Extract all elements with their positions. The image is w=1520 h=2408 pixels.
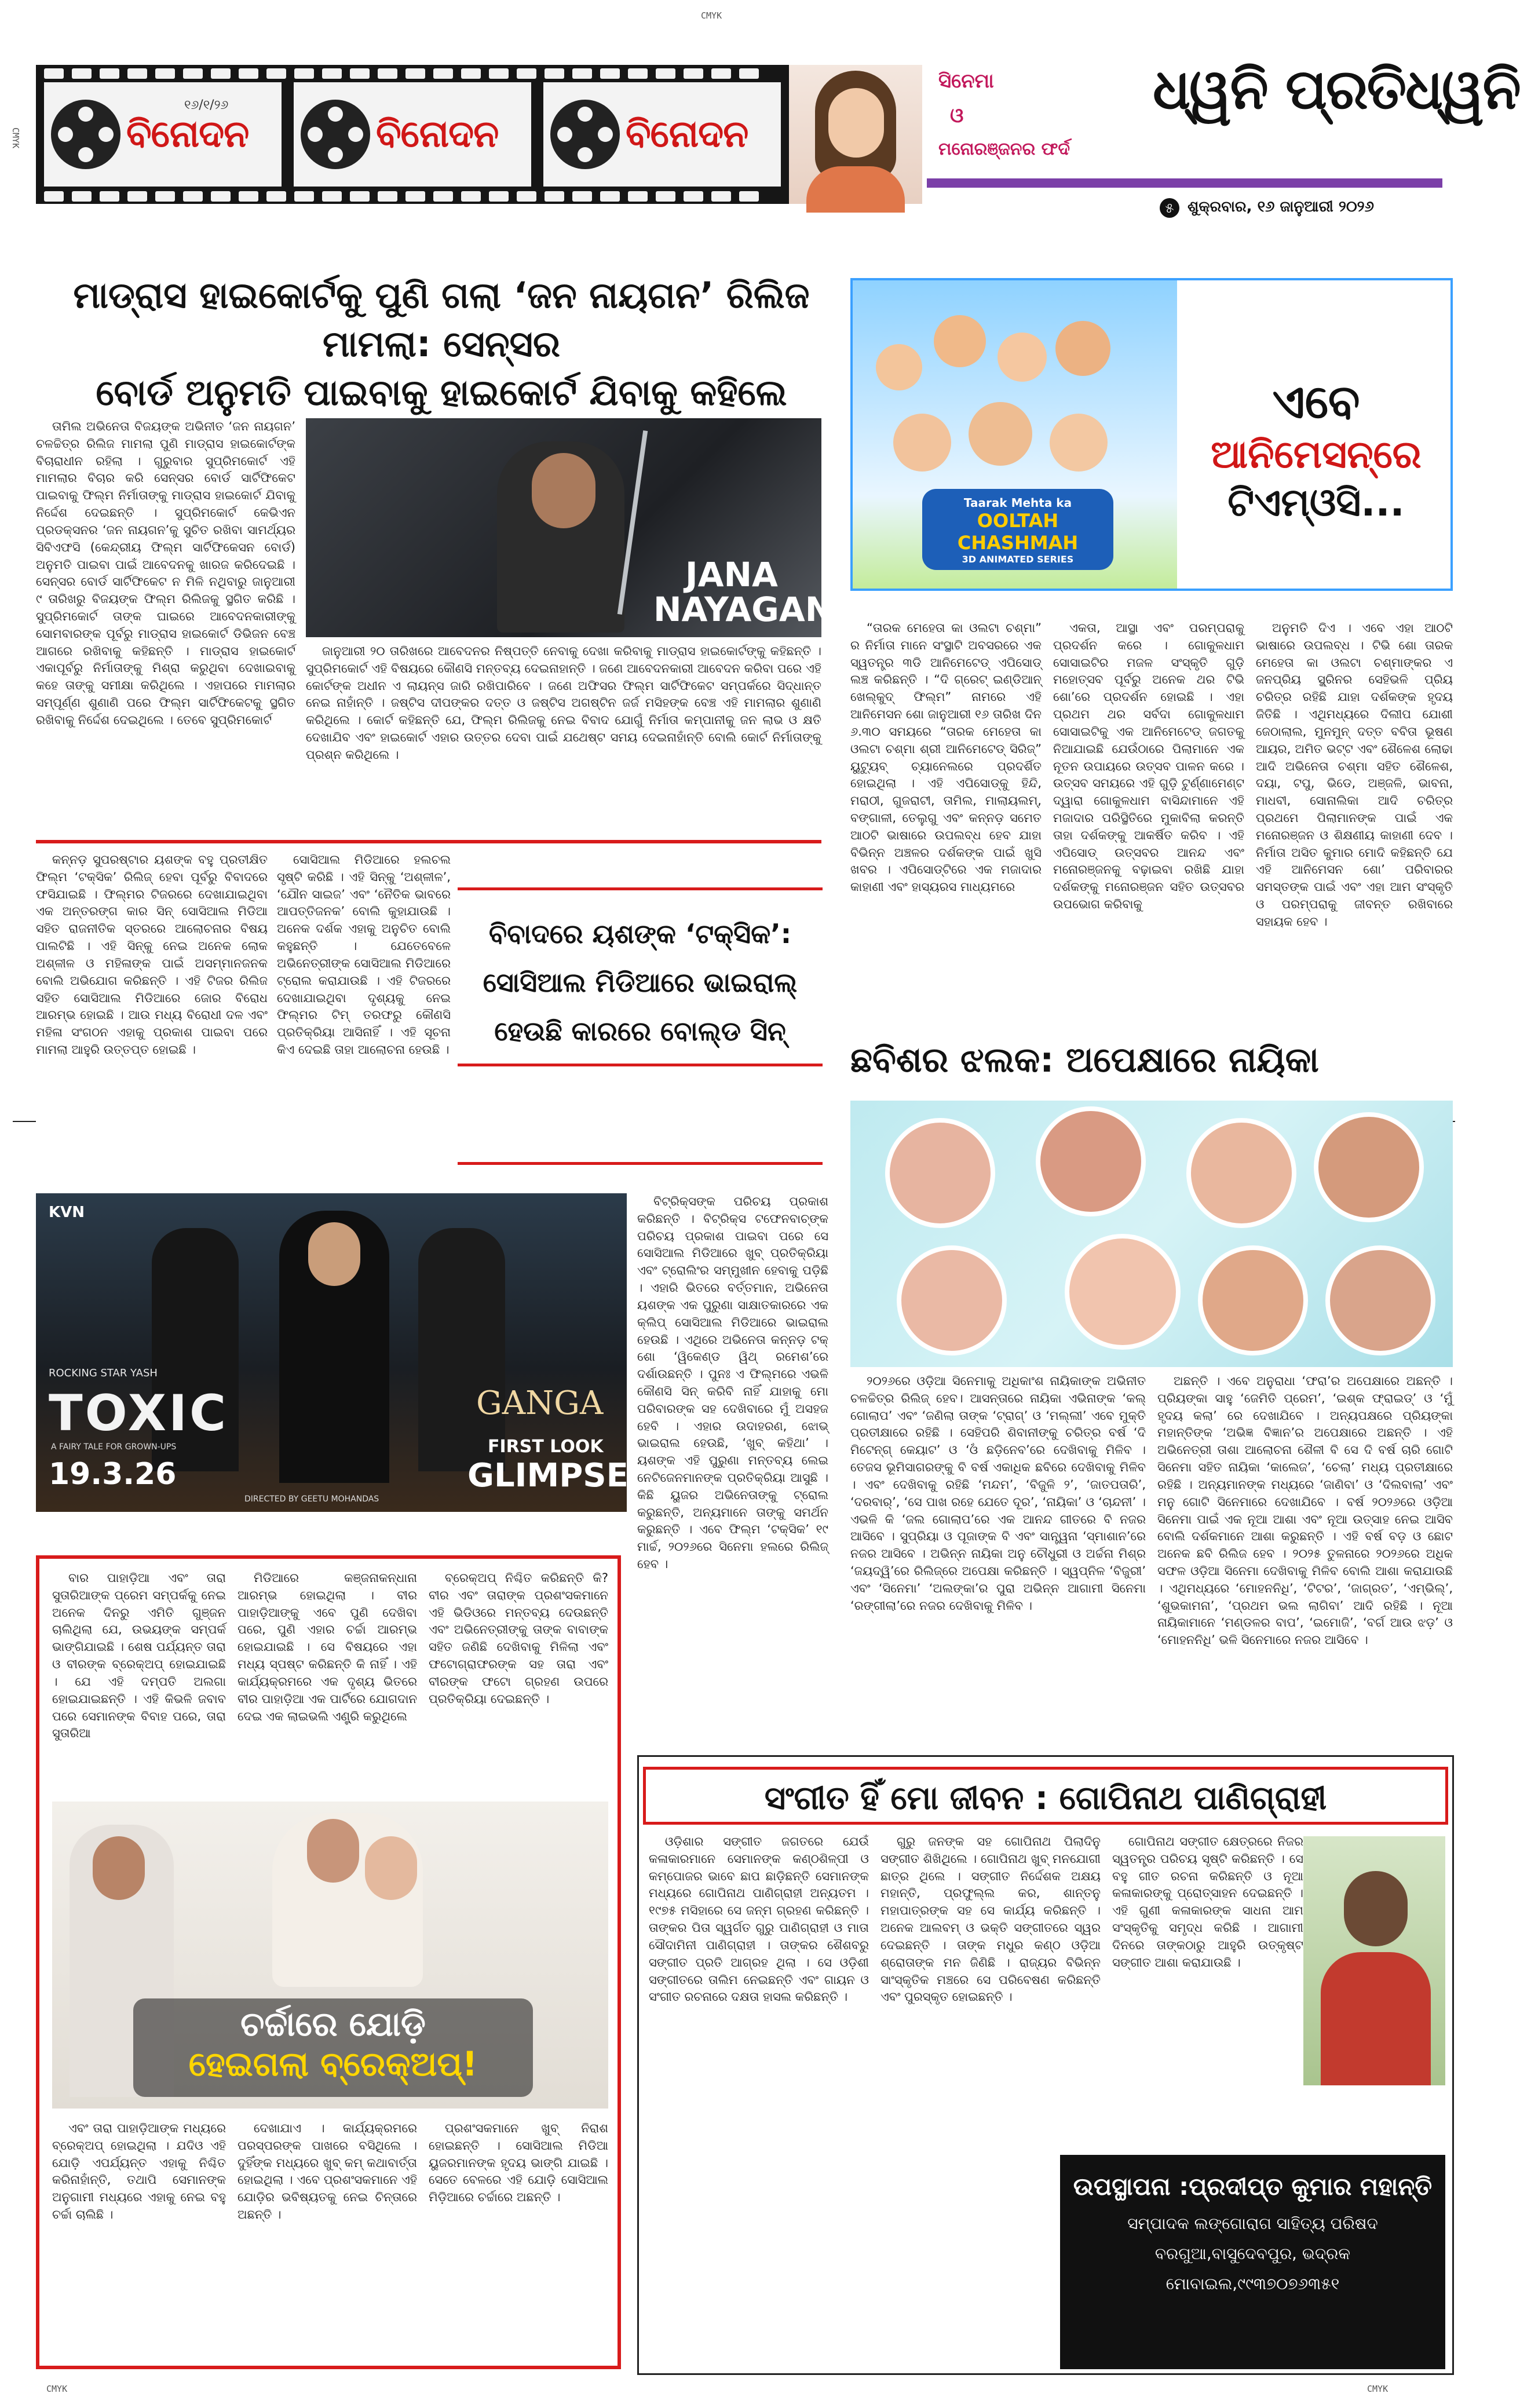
- story5-col2: ମିଡିଆରେ କଞ୍ଜନାକନ୍ଧାନା ଆରମ୍ଭ ହୋଇଥିଲା । ବୀର ପାହାଡ଼ିଆଙ୍କୁ ଏବେ ପୁଣି ଦେଖିବା ପରେ, ପୁଣି ଏହାର ଚର୍ଚ୍ଚା ଆରମ୍ଭ ହୋଇଯାଇଛି । ସେ ବିଷୟରେ ଏହା ମଧ୍ୟ ସ୍ପଷ୍ଟ କରିଛନ୍ତି କି ନାହିଁ । ଏହି କାର୍ଯ୍ୟକ୍ରମରେ ଏକ ଦୃଶ୍ୟ ଭିତରେ ବୀର ପାହାଡ଼ିଆ ଏକ ପାର୍ଟିରେ ଯୋଗଦାନ ଦେଇ ଏକ ଲାଇଭଲି ଏଣ୍ଟ୍ରି କରୁଥିଲେ: [237, 1571, 417, 1723]
- story6-col3: ଗୋପିନାଥ ସଙ୍ଗୀତ କ୍ଷେତ୍ରରେ ନିଜର ସ୍ୱତନ୍ତ୍ର ପରିଚୟ ସୃଷ୍ଟି କରିଛନ୍ତି । ସେ ବହୁ ଗୀତ ରଚନା କରିଛନ୍ତି ଓ ନୂଆ କଳାକାରଙ୍କୁ ପ୍ରୋତ୍ସାହନ ଦେଇଛନ୍ତି । ଏହି ଗୁଣୀ କଳାକାରଙ୍କ ସାଧନା ଆମ ସଂସ୍କୃତିକୁ ସମୃଦ୍ଧ କରିଛି । ଆଗାମୀ ଦିନରେ ତାଙ୍କଠାରୁ ଆହୁରି ଉତ୍କୃଷ୍ଟ ସଙ୍ଗୀତ ଆଶା କରାଯାଉଛି ।: [1112, 1835, 1303, 1969]
- tagline-line1: ସିନେମା: [938, 70, 994, 93]
- registration-mark-side: CMYK: [10, 127, 21, 149]
- story3-col1: କନ୍ନଡ଼ ସୁପରଷ୍ଟାର ୟଶଙ୍କ ବହୁ ପ୍ରତୀକ୍ଷିତ ଫିଲ୍ମ ‘ଟକ୍ସିକ’ ରିଲିଜ୍ ହେବା ପୂର୍ବରୁ ବିବାଦରେ ଫସିଯାଇଛି । ଫିଲ୍ମର ଟିଜରରେ ଦେଖାଯାଇଥିବା ଏକ ଅନ୍ତରଙ୍ଗ କାର ସିନ୍ ସୋସିଆଲ ମିଡିଆ ସହିତ ରାଜନୀତିକ ସ୍ତରରେ ଆଲୋଚନାର ବିଷୟ ପାଲଟିଛି । ଏହି ସିନ୍‌କୁ ନେଇ ଅନେକ ଲୋକ ଅଶ୍ଳୀଳ ଓ ମହିଳାଙ୍କ ପାଇଁ ଅସମ୍ମାନଜନକ ବୋଲି ଅଭିଯୋଗ କରିଛନ୍ତି । ଏହି ଟିଜର ରିଲିଜ ସହିତ ସୋସିଆଲ ମିଡିଆରେ ଜୋର ବିରୋଧ ଆରମ୍ଭ ହୋଇଛି । ଆଉ ମଧ୍ୟ ବିରୋଧୀ ଦଳ ଏବଂ ମହିଳା ସଂଗଠନ ଏହାକୁ ପ୍ରକାଶ ପାଇବା ପରେ ମାମଲା ଆହୁରି ଉତ୍ତପ୍ତ ହୋଇଛି ।: [36, 853, 268, 1057]
- story5-bottom-col2: ଦେଖାଯାଏ । କାର୍ଯ୍ୟକ୍ରମରେ ପରସ୍ପରଙ୍କ ପାଖରେ ବସିଥିଲେ । ଦୁହିଁଙ୍କ ମଧ୍ୟରେ ଖୁବ୍ କମ୍ କଥାବାର୍ତ୍ତା ହୋଇଥିଲା । ଏବେ ପ୍ରଶଂସକମାନେ ଏହି ଯୋଡ଼ିର ଭବିଷ୍ୟତକୁ ନେଇ ଚିନ୍ତାରେ ଅଛନ୍ତି ।: [237, 2121, 417, 2222]
- story3-col-cont: ବିଟ୍ରିକ୍ସଙ୍କ ପରିଚୟ ପ୍ରକାଶ କରିଛନ୍ତି । ବିଟ୍ରିକ୍ସ ଟଫେନବାଚ୍ଙ୍କ ପରିଚୟ ପ୍ରକାଶ ପାଇବା ପରେ ସେ ସୋସିଆଲ ମିଡିଆରେ ଖୁବ୍ ପ୍ରତିକ୍ରିୟା ଏବଂ ଟ୍ରୋଲିଂର ସମ୍ମୁଖୀନ ହେବାକୁ ପଡ଼ିଛି । ଏହାରି ଭିତରେ ବର୍ତ୍ତମାନ, ଅଭିନେତା ୟଶଙ୍କ ଏକ ପୁରୁଣା ସାକ୍ଷାତକାରରେ ଏକ କ୍ଲିପ୍ ସୋସିଆଲ ମିଡିଆରେ ଭାଇରାଲ ହେଉଛି । ଏଥିରେ ଅଭିନେତା କନ୍ନଡ଼ ଟକ୍ ଶୋ ‘ୱିକେଣ୍ଡ ୱିଥ୍ ରମେଶ’ରେ ଦର୍ଶାଉଛନ୍ତି । ପୁନଃ ଏ ଫିଲ୍ମରେ ଏଭଳି କୌଣସି ସିନ୍ କରିବି ନାହିଁ ଯାହାକୁ ମୋ ପରିବାରଙ୍କ ସହ ଦେଖିବାରେ ମୁଁ ଅସହଜ ହେବି । ଏହାର ଉଦାହରଣ, ଝୋଭ୍ ଭାଇରାଲ ହେଉଛି, ‘ଖୁବ୍ କହିଥା’ । ୟଶଙ୍କ ଏହି ପୁରୁଣା ମନ୍ତବ୍ୟ ଲେଇ ନେଟିଜେନମାନଙ୍କ ପ୍ରତିକ୍ରିୟା ଆସୁଛି । କିଛି ୟୁଜର ଅଭିନେତାଙ୍କୁ ଟ୍ରୋଲ କରୁଛନ୍ତି, ଅନ୍ୟମାନେ ତାଙ୍କୁ ସମର୍ଥନ କରୁଛନ୍ତି । ଏବେ ଫିଲ୍ମ ‘ଟକ୍ସିକ’ ୧୯ ମାର୍ଚ୍ଚ, ୨୦୨୬ରେ ସିନେମା ହଲରେ ରିଲିଜ୍ ହେବ ।: [637, 1194, 828, 1572]
- tagline-line3: ମନୋରଞ୍ଜନର ଫର୍ଦ: [938, 139, 1070, 159]
- masthead-actress-photo: [789, 65, 922, 204]
- story3-rule-lower: [458, 1162, 823, 1165]
- story1-headline: ମାଡ୍ରାସ ହାଇକୋର୍ଟକୁ ପୁଣି ଗଲା ‘ଜନ ନାୟଗନ’ ରିଲିଜ ମାମଲା: ସେନ୍ସର ବୋର୍ଡ ଅନୁମତି ପାଇବାକୁ ହାଇକୋର୍ଟ ଯିବାକୁ କହିଲେ: [73, 274, 810, 414]
- presenter-line4: ମୋବାଇଲ,୯୯୩୭୦୭୬୩୫୧: [1165, 2274, 1340, 2293]
- story1-col-left: ତାମିଲ ଅଭିନେତା ବିଜୟଙ୍କ ଅଭିନୀତ ‘ଜନ ନାୟଗନ’ ଚଳଚ୍ଚିତ୍ର ରିଲିଜ ମାମଲା ପୁଣି ମାଡ୍ରାସ ହାଇକୋର୍ଟଙ୍କ ବିଚାରାଧୀନ ରହିଲା । ଗୁରୁବାର ସୁପ୍ରିମକୋର୍ଟ ଏହି ମାମଲାର ବିଚାର କରି ସେନ୍ସର ବୋର୍ଡ ସାର୍ଟିଫିକେଟ ପାଇବାକୁ ଫିଲ୍ମ ନିର୍ମାତାଙ୍କୁ ମାଡ୍ରାସ ହାଇକୋର୍ଟ ଯିବାକୁ ନିର୍ଦ୍ଦେଶ ଦେଇଛନ୍ତି । ସୁପ୍ରିମକୋର୍ଟ କେଭିଏନ ପ୍ରଡକ୍ସନର ‘ଜନ ନାୟଗନ’କୁ ସୁଚିତ ରଖିବା ସାମର୍ଥ୍ୟର ସିବିଏଫସି (କେନ୍ଦ୍ରୀୟ ଫିଲ୍ମ ସାର୍ଟିଫିକେସନ ବୋର୍ଡ) ଅନୁମତି ପାଇବା ପାଇଁ ଆବେଦନକୁ ଖାରଜ କରିଦେଇଛି । ସେନ୍ସର ବୋର୍ଡ ସାର୍ଟିଫିକେଟ ନ ମିଳି ନଥିବାରୁ ଜାନୁଆରୀ ୯ ତାରିଖରୁ ବିଜୟଙ୍କ ଫିଲ୍ମ ରିଲିଜକୁ ସ୍ଥଗିତ କରିଛି । ସୁପ୍ରିମକୋର୍ଟ ତାଙ୍କ ଘାଇରେ ଆବେଦନକାରୀଙ୍କୁ ସୋମବାରଙ୍କ ପୂର୍ବରୁ ମାଡ୍ରାସ ହାଇକୋର୍ଟ ଡିଭିଜନ ବେଞ୍ଚ ଆଗରେ ରଖିବାକୁ କହିଛନ୍ତି । ମାଡ୍ରାସ ହାଇକୋର୍ଟ ଏକାପୂର୍ବରୁ ନିର୍ମାତାଙ୍କୁ ମିଶ୍ରା କରୁଥିବା ଦେଖାଇବାକୁ କହେ ତାଙ୍କୁ ସମୀକ୍ଷା କରିଥିଲେ । ଏହାପରେ ମାମଲାର ସମ୍ପୂର୍ଣ୍ଣ ଶୁଣାଣି ପରେ ଫିଲ୍ମ ସାର୍ଟିଫିକେଟକୁ ସ୍ଥଗିତ ରଖିବାକୁ ନିର୍ଦ୍ଦେଶ ଦେଇଥିଲେ । ତେବେ ସୁପ୍ରିମକୋର୍ଟ: [36, 419, 295, 727]
- actress-portrait-3: [1186, 1118, 1296, 1228]
- story4-actress-collage: [850, 1101, 1453, 1367]
- actress-portrait-2: [1036, 1106, 1146, 1216]
- film-reel-icon: [51, 100, 120, 169]
- registration-mark-bottom-left: CMYK: [46, 2384, 68, 2394]
- page-number: ୫: [1160, 198, 1179, 218]
- section-date: ୧୬/୧/୨୬: [184, 98, 229, 112]
- poster-date: 19.3.26: [49, 1457, 177, 1492]
- jana-nayagan-title: JANA NAYAGAN: [653, 555, 834, 629]
- presenter-line3: ବରଗୁଆ,ବାସୁଦେବପୁର, ଭଦ୍ରକ: [1154, 2244, 1351, 2263]
- poster-title: TOXIC: [49, 1384, 229, 1442]
- actress-portrait-7: [1198, 1245, 1308, 1355]
- film-frame-3: [543, 82, 781, 187]
- section-word: ବିନୋଦନ: [126, 113, 249, 156]
- story6-col2: ଗୁରୁ ଜନଙ୍କ ସହ ଗୋପିନାଥ ପିଲାଦିନୁ ସଙ୍ଗୀତ ଶିଖିଥିଲେ । ଗୋପିନାଥ ଖୁବ୍ ମନଯୋଗୀ ଛାତ୍ର ଥିଲେ । ସଙ୍ଗୀତ ନିର୍ଦ୍ଦେଶକ ଅକ୍ଷୟ ମହାନ୍ତି, ପ୍ରଫୁଲ୍ଲ କର, ଶାନ୍ତନୁ ମହାପାତ୍ରଙ୍କ ସହ ସେ କାର୍ଯ୍ୟ କରିଛନ୍ତି । ଅନେକ ଆଲବମ୍ ଓ ଭକ୍ତି ସଙ୍ଗୀତରେ ସ୍ୱର ଦେଇଛନ୍ତି । ତାଙ୍କ ମଧୁର କଣ୍ଠ ଓଡ଼ିଆ ଶ୍ରୋତାଙ୍କ ମନ ଜିଣିଛି । ରାଜ୍ୟର ବିଭିନ୍ନ ସାଂସ୍କୃତିକ ମଞ୍ଚରେ ସେ ପରିବେଷଣ କରିଛନ୍ତି ଏବଂ ପୁରସ୍କୃତ ହୋଇଛନ୍ତି ।: [880, 1835, 1101, 2004]
- story5-bottom-col1: ଏବଂ ତାରା ପାହାଡ଼ିଆଙ୍କ ମଧ୍ୟରେ ବ୍ରେକ୍‌ଅପ୍ ହୋଇଥିଲା । ଯଦିଓ ଏହି ଯୋଡ଼ି ଏପର୍ଯ୍ୟନ୍ତ ଏହାକୁ ନିଶ୍ଚିତ କରିନାହାଁନ୍ତି, ତଥାପି ସେମାନଙ୍କ ଅନୁଗାମୀ ମଧ୍ୟରେ ଏହାକୁ ନେଇ ବହୁ ଚର୍ଚ୍ଚା ଚାଲିଛି ।: [52, 2121, 226, 2222]
- film-reel-icon: [301, 100, 370, 169]
- story5-col1: ବାର ପାହାଡ଼ିଆ ଏବଂ ତାରା ସୁତାରିଆଙ୍କ ପ୍ରେମ ସମ୍ପର୍କକୁ ନେଇ ଅନେକ ଦିନରୁ ଏମିତି ଗୁଞ୍ଜନ ଚାଲିଥିଲା ଯେ, ଉଭୟଙ୍କ ସମ୍ପର୍କ ଭାଙ୍ଗିଯାଇଛି । ଶେଷ ପର୍ଯ୍ୟନ୍ତ ତାରା ଓ ବୀରଙ୍କ ବ୍ରେକ୍‌ଅପ୍ ହୋଇଯାଇଛି । ଯେ ଏହି ଦମ୍ପତି ଅଲଗା ହୋଇଯାଇଛନ୍ତି । ଏହି କିଭଳି ଜବାବ ପରେ ସେମାନଙ୍କ ବିବାହ ପରେ, ତାରା ସୁତାରିଆ: [52, 1571, 226, 1741]
- film-perforations-top: [36, 66, 789, 81]
- presenter-line2: ସମ୍ପାଦକ ଲଙ୍ଗୋରାଗ ସାହିତ୍ୟ ପରିଷଦ: [1127, 2214, 1378, 2233]
- section-word: ବିନୋଦନ: [376, 113, 499, 156]
- crop-mark-left: [13, 1121, 36, 1122]
- story5-headline-line2: ହେଇଗଲା ବ୍ରେକ୍‌ଅପ୍!: [188, 2044, 478, 2084]
- story6-presenter-box: [1060, 2155, 1445, 2369]
- story1-divider: [36, 840, 821, 843]
- story2-col3: ଅନୁମତି ଦିଏ । ଏବେ ଏହା ଆଠଟି ଭାଷାରେ ଉପଲବ୍ଧ । ଟିଭି ଶୋ ତାରକ ମେହେତା କା ଓଲଟା ଚଶ୍ମାଙ୍କର ଏ ଜନପ୍ରିୟ ସ୍କ୍ରିନର ସେହିଭଳି ପ୍ରିୟ ଚରିତ୍ର ରହିଛି ଯାହା ଦର୍ଶକଙ୍କ ହୃଦୟ ଜିତିଛି । ଏଥିମଧ୍ୟରେ ଦିଲୀପ ଯୋଶୀ ଜେଠାଲାଲ, ମୁନମୁନ୍ ଦତ୍ତ ବବିତା ଭୂଷଣ ଆୟର, ଅମିତ ଭଟ୍ଟ ଏବଂ ଶୈଳେଶ ଲୋଢା ଆଦି ଅଭିନେତା ଚଶ୍ମା ସହିତ ଶୈଳେଶ, ଦୟା, ଟପୁ, ଭିଡେ, ଅଞ୍ଜଳି, ଭାବନା, ମାଧବୀ, ସୋନାଲିକା ଆଦି ଚରିତ୍ର ପ୍ରଥମେ ପିଲାମାନଙ୍କ ପାଇଁ ଏକ ମନୋରଞ୍ଜନ ଓ ଶିକ୍ଷଣୀୟ କାହାଣୀ ଦେବ । ନିର୍ମାତା ଅସିତ କୁମାର ମୋଦି କହିଛନ୍ତି ଯେ ଏହି ଆନିମେସନ ଶୋ’ ପରିବାରର ସମସ୍ତଙ୍କ ପାଇଁ ଏବଂ ଏହା ଆମ ସଂସ୍କୃତି ଓ ପରମ୍ପରାକୁ ଜୀବନ୍ତ ରଖିବାରେ ସହାୟକ ହେବ ।: [1256, 621, 1453, 929]
- actress-portrait-1: [885, 1118, 995, 1228]
- story3-headline: ବିବାଦରେ ୟଶଙ୍କ ‘ଟକ୍ସିକ’: ସୋସିଆଲ ମିଡିଆରେ ଭାଇରାଲ୍ ହେଉଛି କାରରେ ବୋଲ୍ଡ ସିନ୍: [483, 918, 798, 1047]
- poster-first-look: FIRST LOOK: [488, 1437, 604, 1457]
- section-word: ବିନୋଦନ: [626, 113, 748, 156]
- story4-col2: ଅଛନ୍ତି । ଏବେ ଅନୁରାଧା ‘ଫରା’ର ଅପେକ୍ଷାରେ ଅଛନ୍ତି । ପ୍ରିୟଙ୍କା ସାହୁ ‘ଜେମିତି ପ୍ରେମ’, ‘ଇଶ୍କ ଫ୍ରାଇଡ୍’ ଓ ‘ମୁଁ ହୃଦୟ କଲା’ ରେ ଦେଖାଯିବେ । ଅନ୍ୟପକ୍ଷରେ ପ୍ରିୟଙ୍କା ମହାନ୍ତିଙ୍କ ‘ଅଭିଜ୍ଞ ବିଜ୍ଞାନ’ର ଅପେକ୍ଷାରେ ଅଛନ୍ତି । ଏହି ଅଭିନେତ୍ରୀ ତାଶା ଆଲୋଚନା ଶୈଳୀ ବି ସେ ଦି ବର୍ଷ ଚାରି ଗୋଟି ସିନେମା ସହିତ ନାୟିକା ‘କାଲେଜ’, ‘ଚେଲା’ ମଧ୍ୟ ପ୍ରତୀକ୍ଷାରେ ରହିଛି । ଅନ୍ୟମାନଙ୍କ ମଧ୍ୟରେ ‘ଜାଣିବା’ ଓ ‘ଦିଲବାଲା’ ଏବଂ ମନୁ ଗୋଟି ସିନେମାରେ ଦେଖାଯିବେ । ବର୍ଷ ୨୦୨୬ରେ ଓଡ଼ିଆ ସିନେମା ପାଇଁ ଏକ ନୂଆ ଆଶା ଏବଂ ନୂଆ ଉତ୍ସାହ ନେଇ ଆସିବ ବୋଲି ଦର୍ଶକମାନେ ଆଶା କରୁଛନ୍ତି । ଏହି ବର୍ଷ ବଡ଼ ଓ ଛୋଟ ଅନେକ ଛବି ରିଲିଜ ହେବ । ୨୦୨୫ ତୁଳନାରେ ୨୦୨୬ରେ ଅଧିକ ସଫଳ ଓଡ଼ିଆ ସିନେମା ଦେଖିବାକୁ ମିଳିବ ବୋଲି ଆଶା କରାଯାଉଛି । ଏଥିମଧ୍ୟରେ ‘ମୋହନନିଧି’, ‘ଟିଟର’, ‘ଜାଗ୍ରତ’, ‘ଏମ୍ଭିଲ୍’, ‘ଶୁଭକାମନା’, ‘ପ୍ରଥମ ଭଲ ଲାଗିବା’ ଆଦି ରହିଛି । ନୂଆ ନାୟିକାମାନେ ‘ମଣ୍ଡଳର ବାପ’, ‘ଇମୋଜି’, ‘ବର୍ଗ ଆଉ ଝଡ଼’ ଓ ‘ମୋହନନିଧି’ ଭଳି ସିନେମାରେ ନଜର ଆସିବେ ।: [1157, 1374, 1453, 1647]
- actress-portrait-4: [1314, 1112, 1424, 1222]
- story3-rule-top: [458, 887, 823, 890]
- film-perforations-bottom: [36, 189, 789, 204]
- story1-col-right: ଜାନୁଆରୀ ୨୦ ତାରିଖରେ ଆବେଦନର ନିଷ୍ପତ୍ତି ନେବାକୁ ଦେଖା କରିବାକୁ ମାଡ୍ରାସ ହାଇକୋର୍ଟଙ୍କୁ କହିଛନ୍ତି । ସୁପ୍ରିମକୋର୍ଟ ଏହି ବିଷୟରେ କୌଣସି ମନ୍ତବ୍ୟ ଦେଇନାହାନ୍ତି । ଜଣେ ଆବେଦନକାରୀ ଆବେଦନ କରିବା ପରେ ଏହି କୋର୍ଟଙ୍କ ଅଧୀନ ଏ ଲାୟନ୍ସ ଜାରି ରଖିପାରିବେ । ଜଣେ ଅଫିସର ଫିଲ୍ମ ସାର୍ଟିଫିକେଟ ସମ୍ପର୍କରେ ସିଦ୍ଧାନ୍ତ ନେଇ ନାହାଁନ୍ତି । ଜଷ୍ଟିସ ଦୀପଙ୍କର ଦତ୍ତ ଓ ଜଷ୍ଟିସ ଅଗଷ୍ଟିନ ଜର୍ଜ ମସିହଙ୍କ ବେଞ୍ଚ ଏହି ମାମଲାର ଶୁଣାଣି କରିଥିଲେ । କୋର୍ଟ କହିଛନ୍ତି ଯେ, ଫିଲ୍ମ ରିଲିଜକୁ ନେଇ ବିବାଦ ଯୋଗୁଁ ନିର୍ମାତା କମ୍ପାନୀକୁ ଜନ ଲାଭ ଓ କ୍ଷତି ଦେଖାଯିବ ଏବଂ ହାଇକୋର୍ଟ ଏହାର ଉତ୍ତର ଦେବା ପାଇଁ ଯଥେଷ୍ଟ ସମୟ ଦେଇନାହାଁନ୍ତି ବୋଲି କୋର୍ଟ ନିର୍ମାତାଙ୍କୁ ପ୍ରଶ୍ନ କରିଥିଲେ ।: [306, 644, 821, 762]
- film-reel-icon: [550, 100, 620, 169]
- presenter-title: ଉପସ୍ଥାପନା :ପ୍ରଦୀପ୍ତ କୁମାର ମହାନ୍ତି: [1073, 2172, 1433, 2201]
- story3-col2: ସୋସିଆଲ ମିଡିଆରେ ହଲଚଲ ସୃଷ୍ଟି କରିଛି । ଏହି ସିନ୍‌କୁ ‘ଅଶ୍ଳୀଳ’, ‘ଯୌନ ସାଇଜ’ ଏବଂ ‘ନୈତିକ ଭାବରେ ଆପତ୍ତିଜନକ’ ବୋଲି କୁହାଯାଉଛି । ଅନେକ ଦର୍ଶକ ଏହାକୁ ଅନୁଚିତ ବୋଲି କହୁଛନ୍ତି । ଯେତେବେଳେ ଅଭିନେତ୍ରୀଙ୍କ ସୋସିଆଲ ମିଡିଆରେ ଟ୍ରୋଲ କରାଯାଉଛି । ଏହି ଟିଜରରେ ଦେଖାଯାଇଥିବା ଦୃଶ୍ୟକୁ ନେଇ ଫିଲ୍ମର ଟିମ୍ ତରଫରୁ କୌଣସି ପ୍ରତିକ୍ରିୟା ଆସିନାହିଁ । ଏହି ସୂଚନା କିଏ ଦେଇଛି ତାହା ଆଲୋଚନା ହେଉଛି ।: [277, 853, 451, 1057]
- registration-mark-bottom-right: CMYK: [1367, 2384, 1389, 2394]
- registration-mark-top: CMYK: [701, 10, 722, 21]
- poster-subtitle: A FAIRY TALE FOR GROWN-UPS: [51, 1442, 177, 1452]
- issue-date: ଶୁକ୍ରବାର, ୧୬ ଜାନୁଆରୀ ୨୦୨୬: [1188, 198, 1374, 215]
- poster-star: ROCKING STAR YASH: [49, 1367, 158, 1379]
- actress-portrait-8: [1325, 1245, 1435, 1355]
- story4-headline: ଛବିଶର ଝଲକ: ଅପେକ୍ଷାରେ ନାୟିକା: [850, 1040, 1319, 1080]
- story2-col1: “ତାରକ ମେହେତା କା ଓଲଟା ଚଶ୍ମା” ର ନିର୍ମାତା ମାନେ ସଂସ୍ଥାଟି ଅବସରରେ ଏକ ସ୍ୱତନ୍ତ୍ର ୩ଡି ଆନିମେଟେଡ୍ ଏପିସୋଡ୍ ଲଞ୍ଚ କରିଛନ୍ତି । “ଦି ଗ୍ରେଟ୍ ଇଣ୍ଡିଆନ୍ ଖେଲ୍କୁଦ୍ ଫିଲ୍ମ” ନାମରେ ଏହି ଆନିମେସନ ଶୋ ଜାନୁଆରୀ ୧୬ ତାରିଖ ଦିନ ୬.୩୦ ସମୟରେ “ତାରକ ମେହେତା କା ଓଲଟା ଚଶ୍ମା ଶ୍ରୀ ଆନିମେଟେଡ୍ ସିରିଜ୍” ୟୁଟ୍ୟୁବ୍ ଚ୍ୟାନେଲରେ ପ୍ରଦର୍ଶିତ ହୋଇଥିଲା । ଏହି ଏପିସୋଡ୍‌କୁ ହିନ୍ଦି, ମରାଠୀ, ଗୁଜରାଟୀ, ତାମିଲ, ମାଲାୟଲମ୍, ବଙ୍ଗାଳୀ, ତେଲୁଗୁ ଏବଂ କନ୍ନଡ଼ ସମେତ ଆଠଟି ଭାଷାରେ ଉପଲବ୍ଧ ହେବ ଯାହା ବିଭିନ୍ନ ଅଞ୍ଚଳର ଦର୍ଶକଙ୍କ ପାଇଁ ଖୁସି ଖବର । ଏପିସୋଡ୍‌ଟିରେ ଏକ ମଜାଦାର କାହାଣୀ ଏବଂ ହାସ୍ୟରସ ମାଧ୍ୟମରେ: [850, 621, 1042, 894]
- actress-portrait-5: [897, 1245, 1007, 1355]
- poster-glimpse: GLIMPSE: [467, 1457, 629, 1495]
- story2-headline-line1: ଏବେ: [1272, 375, 1360, 429]
- story6-headline: ସଂଗୀତ ହିଁ ମୋ ଜୀବନ : ଗୋପିନାଥ ପାଣିଗ୍ରାହୀ: [643, 1767, 1448, 1825]
- poster-brand: KVN: [49, 1204, 85, 1221]
- story5-bottom-col3: ପ୍ରଶଂସକମାନେ ଖୁବ୍ ନିରାଶ ହୋଇଛନ୍ତି । ସୋସିଆଲ ମିଡିଆ ୟୁଜରମାନଙ୍କ ହୃଦୟ ଭାଙ୍ଗି ଯାଇଛି । ସେତେ ବେଳରେ ଏହି ଯୋଡ଼ି ସୋସିଆଲ ମିଡ଼ିଆରେ ଚର୍ଚ୍ଚାରେ ଅଛନ୍ତି ।: [429, 2121, 608, 2205]
- paper-name-logo: ଧ୍ୱନି ପ୍ରତିଧ୍ୱନି: [1153, 57, 1520, 122]
- actress-portrait-6: [1065, 1234, 1181, 1350]
- story3-rule-bottom: [458, 1064, 823, 1066]
- story6-col1: ଓଡ଼ିଶାର ସଙ୍ଗୀତ ଜଗତରେ ଯେଉଁ କଳାକାରମାନେ ସେମାନଙ୍କ କଣ୍ଠଶିଳ୍ପୀ ଓ କମ୍ପୋଜର ଭାବେ ଛାପ ଛାଡ଼ିଛନ୍ତି ସେମାନଙ୍କ ମଧ୍ୟରେ ଗୋପିନାଥ ପାଣିଗ୍ରାହୀ ଅନ୍ୟତମ । ୧୯୭୫ ମସିହାରେ ସେ ଜନ୍ମ ଗ୍ରହଣ କରିଛନ୍ତି । ତାଙ୍କର ପିତା ସ୍ୱର୍ଗତ ଗୁରୁ ପାଣିଗ୍ରାହୀ ଓ ମାତା ସୌଦାମିନୀ ପାଣିଗ୍ରାହୀ । ତାଙ୍କର ଶୈଶବରୁ ସଙ୍ଗୀତ ପ୍ରତି ଆଗ୍ରହ ଥିଲା । ସେ ଓଡ଼ିଶୀ ସଙ୍ଗୀତରେ ତାଲିମ ନେଇଛନ୍ତି ଏବଂ ଗାୟନ ଓ ସଂଗୀତ ରଚନାରେ ଦକ୍ଷତା ହାସଲ କରିଛନ୍ତି ।: [649, 1835, 869, 2004]
- story5-couple-photo: [52, 1802, 608, 2109]
- story5-col3: ବ୍ରେକ୍‌ଅପ୍ ନିଶ୍ଚିତ କରିଛନ୍ତି କି? ବୀର ଏବଂ ତାରାଙ୍କ ପ୍ରଶଂସକମାନେ ଏହି ଭିଡିଓରେ ମନ୍ତବ୍ୟ ଦେଉଛନ୍ତି ଏବଂ ଅଭିନେତ୍ରୀଙ୍କୁ ତାଙ୍କ ବାବାଙ୍କ ସହିତ ଜଣିଛି ଦେଖିବାକୁ ମିଳିଲା ଏବଂ ଫଟୋଗ୍ରାଫରଙ୍କ ସହ ତାରା ଏବଂ ବୀରଙ୍କ ଫଟୋ ଗ୍ରହଣ ଉପରେ ପ୍ରତିକ୍ରିୟା ଦେଇଛନ୍ତି ।: [429, 1571, 608, 1706]
- masthead-purple-rule: [927, 178, 1442, 188]
- poster-credit: DIRECTED BY GEETU MOHANDAS: [244, 1495, 379, 1504]
- story3-toxic-poster: [36, 1193, 627, 1512]
- story4-col1: ୨୦୨୬ରେ ଓଡ଼ିଆ ସିନେମାକୁ ଅଧିକାଂଶ ନାୟିକାଙ୍କ ଅଭିନୀତ ଚଳଚ୍ଚିତ୍ର ରିଲିଜ୍ ହେବ। ଆସନ୍ତାରେ ନାୟିକା ଏଭିନାଙ୍କ ‘କଲ୍ ଗୋଲାପ’ ଏବଂ ‘ଜଣିଲା ତାଙ୍କ ‘ଟ୍ରାଗ୍’ ଓ ‘ମଲ୍ଲୀ’ ଏବେ ମୁକ୍ତି ପ୍ରତୀକ୍ଷାରେ ରହିଛି । ସେହିପରି ଶିବାନୀଙ୍କୁ ଚରିତ୍ର ବର୍ଷ ‘ଦି ମିଟେନ୍ଗ୍ କେୟାଟ’ ଓ ‘ଓଁ ଛଡ଼ିନେବ’ରେ ଦେଖିବାକୁ ମିଳିବ । ତେଜସ ଭୂମିସାଗରଙ୍କୁ ବି ବର୍ଷ ଏକାଧିକ ଛବିରେ ଦେଖିବାକୁ ମିଳିବ । ଏବଂ ଦେଖିବାକୁ ରହିଛି ‘ମନ୍ଦମ’, ‘ବିଜୁଳି ୨’, ‘ଜାତପତାରି’, ‘ଦରବାର୍’, ‘ସେ ପାଖ ରହେ ଯେତେ ଦୂର’, ‘ନାୟିକା’ ଓ ‘ଚାନ୍ଦନୀ’ । ଏଭଳି କି ‘ଜଲ ଗୋଲାପ’ରେ ଏକ ଆନନ୍ଦ ଗୀତରେ ବି ନଜର ଆସିବେ । ସୁପ୍ରିୟା ଓ ପୂଜାଙ୍କ ବି ଏବଂ ସାନ୍ତ୍ୱନା ‘ସ୍ମାଶାନ’ରେ ନଜର ଆସିବେ । ଅଭିନ୍ନ ନାୟିକା ଅନୁ ଚୌଧୁରୀ ଓ ଅର୍ଚ୍ଚନା ମିଶ୍ର ‘ଜୟଦ୍ୱି’ରେ ରିଲିଜ୍‌ରେ ଅପେକ୍ଷା କରିଛନ୍ତି । ସ୍ୱପ୍ନିଳ ‘ବିଜୁରୀ’ ଏବଂ ‘ସିନେମା’ ‘ଅଲଙ୍କା’ର ପୁରା ଅଭିନ୍ନ ଆଗାମୀ ସିନେମା ‘ରଙ୍ଗୀଲା’ରେ ନଜର ଦେଖିବାକୁ ମିଳିବ ।: [850, 1374, 1146, 1613]
- story1-photo-jana-nayagan: [306, 418, 834, 637]
- story5-headline: ଚର୍ଚ୍ଚାରେ ଯୋଡ଼ି: [240, 2004, 426, 2044]
- story6-portrait: [1303, 1836, 1445, 2085]
- story2-headline-line3: ଟିଏମ୍‌ଓସି...: [1227, 480, 1405, 525]
- story2-animation-banner: Taarak Mehta ka OOLTAH CHASHMAH 3D ANIMATED SERIES ଏବେ ଆନିମେସନ୍‌ରେ ଟିଏମ୍‌ଓସି...: [850, 278, 1453, 591]
- film-frame-2: [294, 82, 531, 187]
- story2-col2: ଏକତା, ଆସ୍ଥା ଏବଂ ପରମ୍ପରାକୁ ପ୍ରଦର୍ଶନ କରେ । ଗୋକୁଳଧାମ ସୋସାଇଟିର ମଜଳ ସଂସ୍କୃତି ଗୁଡ଼ି ମହୋତ୍ସବ ପୂର୍ବରୁ ଅନେକ ଥର ଟିଭି ଶୋ’ରେ ପ୍ରଦର୍ଶନ ହୋଇଛି । ଏହା ପ୍ରଥମ ଥର ସର୍ବଦା ଗୋକୁଳଧାମ ସୋସାଇଟିକୁ ଏକ ଆନିମେଟେଡ୍ ଜଗତକୁ ନିଆଯାଇଛି ଯେଉଁଠାରେ ପିଲାମାନେ ଏକ ନୂତନ ଉପାୟରେ ଉତ୍ସବ ପାଳନ କରେ । ଉତ୍ସବ ସମୟରେ ଏହି ଗୁଡ଼ି ଟୁର୍ଣ୍ଣାମେଣ୍ଟ ଦ୍ୱାରା ଗୋକୁଳଧାମ ବାସିନ୍ଦାମାନେ ଏହି ମଜାଦାର ପରିସ୍ଥିତିରେ ମୁକାବିଲା କରନ୍ତି ତାହା ଦର୍ଶକଙ୍କୁ ଆକର୍ଷିତ କରିବ । ଏହି ଏପିସୋଡ୍ ଉତ୍ସବର ଆନନ୍ଦ ଏବଂ ମନୋରଞ୍ଜନକୁ ବଢ଼ାଇବା ରଖିଛି ଯାହା ଦର୍ଶକଙ୍କୁ ମନୋରଞ୍ଜନ ସହିତ ଉତ୍ସବର ଉପଭୋଗ କରିବାକୁ: [1053, 621, 1244, 911]
- film-frame-1: [44, 82, 282, 187]
- story2-headline-line2: ଆନିମେସନ୍‌ରେ: [1211, 432, 1422, 477]
- poster-ganga: GANGA: [476, 1384, 604, 1422]
- film-strip-header: [36, 65, 789, 204]
- tagline-line2: ଓ: [950, 104, 964, 127]
